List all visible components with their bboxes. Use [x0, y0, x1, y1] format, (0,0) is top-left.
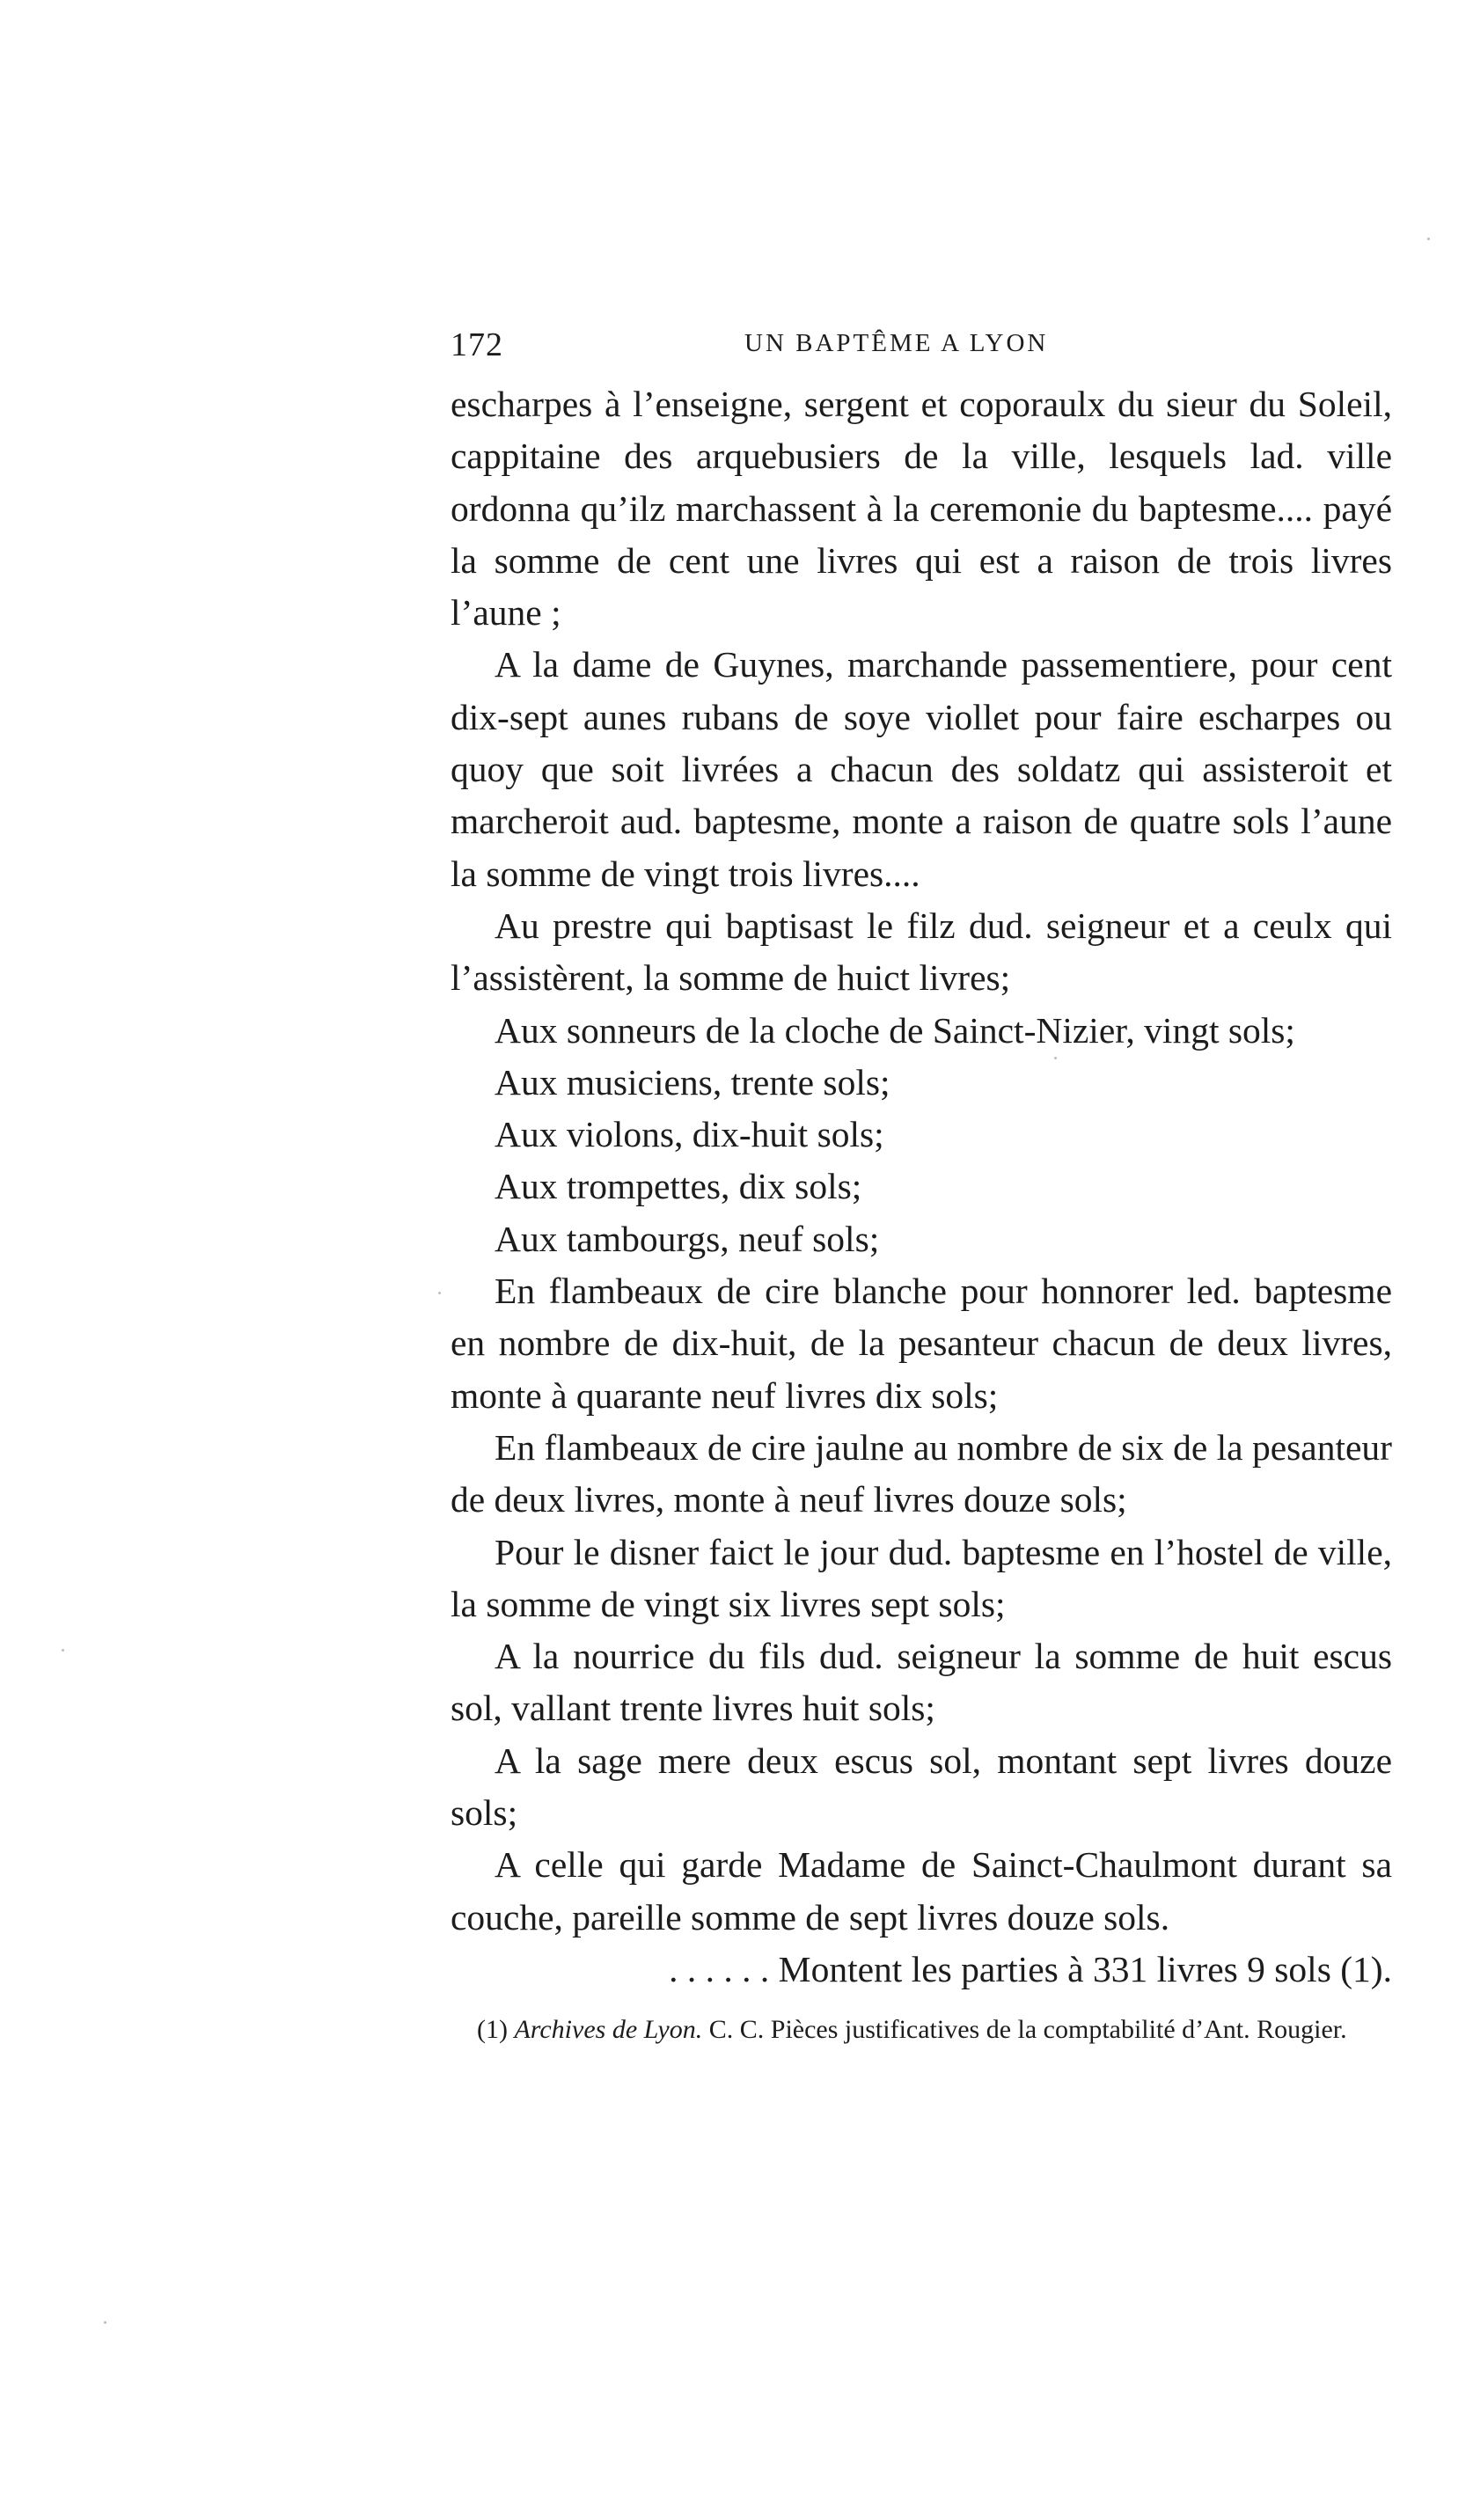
paragraph-nourrice: A la nourrice du fils dud. seigneur la somme de huit escus sol, vallant trente livres huit sols;: [451, 1636, 1392, 1729]
paragraph-flambeaux-blanche: En flambeaux de cire blanche pour honnorer led. baptesme en nombre de dix-huit, de la pesanteur chacun de deux livres, monte à quarante neuf livres dix sols;: [451, 1271, 1392, 1416]
paragraph-musiciens: Aux musiciens, trente sols;: [495, 1061, 890, 1102]
footnote-source: Archives de Lyon.: [514, 2015, 703, 2044]
footnote: [451, 2011, 1392, 2049]
paragraph-escharpes: escharpes à l’enseigne, sergent et coporaulx du sieur du Soleil, cappitaine des arquebusiers de la ville, lesquels lad. ville ordonna qu’ilz marchassent à la ceremonie du baptesme.... payé la somme de cent une livres qui est a raison de trois livres l’aune ;: [451, 384, 1392, 634]
footnote-text: [451, 2011, 1392, 2049]
paper-speck: [1427, 238, 1430, 240]
paragraph-sage-mere: A la sage mere deux escus sol, montant sept livres douze sols;: [451, 1740, 1392, 1834]
paragraph-violons: Aux violons, dix-huit sols;: [495, 1114, 884, 1155]
page-number: 172: [451, 326, 503, 363]
paragraph-tambourgs: Aux tambourgs, neuf sols;: [495, 1218, 880, 1259]
paragraph-total: . . . . . . Montent les parties à 331 livres 9 sols (1).: [669, 1948, 1392, 1989]
paper-speck: [438, 1292, 441, 1294]
paper-speck: [104, 2321, 106, 2324]
paper-speck: [1054, 1057, 1057, 1059]
main-text: [451, 378, 1392, 1996]
running-title: UN BAPTÊME A LYON: [744, 329, 1049, 357]
paragraph-sonneurs: Aux sonneurs de la cloche de Sainct-Nizier, vingt sols;: [495, 1009, 1295, 1051]
paragraph-prestre: Au prestre qui baptisast le filz dud. seigneur et a ceulx qui l’assistèrent, la somme de huict livres;: [451, 905, 1392, 999]
running-head: [451, 326, 1392, 364]
paper-speck: [62, 1649, 64, 1652]
paragraph-disner: Pour le disner faict le jour dud. baptesme en l’hostel de ville, la somme de vingt six livres sept sols;: [451, 1531, 1392, 1624]
footnote-body: C. C. Pièces justificatives de la comptabilité d’Ant. Rougier.: [708, 2015, 1347, 2044]
footnote-marker: (1): [477, 2015, 508, 2044]
paragraph-garde-madame: A celle qui garde Madame de Sainct-Chaulmont durant sa couche, pareille somme de sept livres douze sols.: [451, 1844, 1392, 1938]
paragraph-trompettes: Aux trompettes, dix sols;: [495, 1166, 862, 1207]
paragraph-dame-de-guynes: A la dame de Guynes, marchande passementiere, pour cent dix-sept aunes rubans de soye viollet pour faire escharpes ou quoy que soit livrées a chacun des soldatz qui assisteroit et marcheroit aud. baptesme, monte a raison de quatre sols l’aune la somme de vingt trois livres....: [451, 644, 1392, 894]
paragraph-flambeaux-jaulne: En flambeaux de cire jaulne au nombre de six de la pesanteur de deux livres, monte à neuf livres douze sols;: [451, 1426, 1392, 1520]
